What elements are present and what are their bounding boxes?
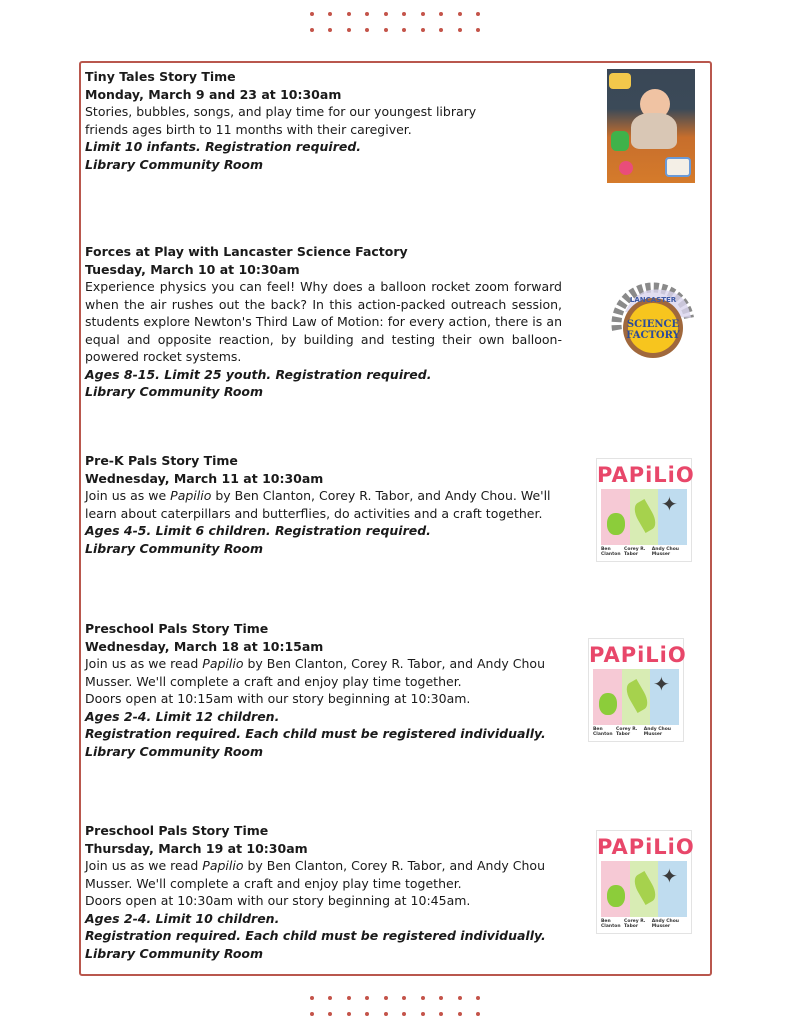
papilio-book-cover (596, 458, 695, 562)
event-location: Library Community Room (85, 540, 264, 556)
book-author: Ben Clanton (601, 919, 621, 929)
event-door-times: Doors open at 10:15am with our story beginning at 10:30am. (85, 691, 471, 706)
event-title: Preschool Pals Story Time (85, 823, 269, 838)
butterfly-icon: ✦ (661, 492, 678, 516)
event-location: Library Community Room (85, 743, 264, 759)
event-description (85, 487, 555, 522)
event-description: Experience physics you can feel! Why does a balloon rocket zoom forward when the air rushes out the back? In this action-packed outreach session, students explore Newton's Third Law of Motion: for every action, there is an equal and opposite reaction, by building and testing their own balloon-powered rocket systems. (85, 279, 562, 364)
event-date: Monday, March 9 and 23 at 10:30am (85, 86, 342, 102)
event-registration-note: Registration required. Each child must be registered individually. (85, 928, 546, 943)
book-author: Ben Clanton (593, 727, 613, 737)
description-text: Join us as we (85, 488, 171, 503)
book-title: Papilio (202, 656, 244, 671)
book-title: Papilio (170, 488, 212, 503)
event-location: Library Community Room (85, 384, 264, 399)
event-date: Tuesday, March 10 at 10:30am (85, 261, 300, 277)
description-text: by Ben Clanton, Corey R. Tabor, and Andy Chou Musser. We'll complete a craft and enjoy play time together. (85, 656, 545, 689)
book-author: Corey R. Tabor (616, 727, 638, 737)
book-cover-title: PAPiLiO (597, 835, 695, 859)
book-author: Ben Clanton (601, 547, 621, 557)
book-author: Andy Chou Musser (643, 727, 671, 737)
event-description (85, 857, 555, 892)
caterpillar-icon (607, 885, 625, 907)
event-date: Wednesday, March 18 at 10:15am (85, 638, 324, 654)
event-description-line: Stories, bubbles, songs, and play time for our youngest library (85, 104, 477, 119)
butterfly-icon: ✦ (653, 672, 670, 696)
logo-line2: FACTORY (626, 330, 680, 341)
book-cover-title: PAPiLiO (597, 463, 695, 487)
event-registration-note: Limit 10 infants. Registration required. (85, 139, 362, 154)
caterpillar-icon (599, 693, 617, 715)
event-description-line: friends ages birth to 11 months with their caregiver. (85, 121, 412, 137)
event-tiny-tales (85, 68, 580, 173)
event-registration-note: Ages 8-15. Limit 25 youth. Registration required. (85, 366, 432, 382)
event-location: Library Community Room (85, 156, 264, 172)
event-door-times: Doors open at 10:30am with our story beginning at 10:45am. (85, 893, 471, 908)
event-preschool-pals-18 (85, 620, 555, 760)
event-registration-note: Registration required. Each child must be registered individually. (85, 726, 546, 741)
description-text: Join us as we read (85, 656, 203, 671)
event-pre-k-pals (85, 452, 555, 557)
event-title: Pre-K Pals Story Time (85, 453, 238, 468)
top-dot-divider (310, 6, 480, 38)
event-title: Preschool Pals Story Time (85, 621, 269, 636)
event-date: Thursday, March 19 at 10:30am (85, 840, 308, 856)
event-description (85, 103, 580, 138)
bottom-dot-divider (310, 990, 480, 1022)
event-location: Library Community Room (85, 945, 264, 961)
event-registration-note: Ages 4-5. Limit 6 children. Registration required. (85, 523, 431, 538)
book-cover-title: PAPiLiO (589, 643, 687, 667)
book-author: Andy Chou Musser (651, 919, 679, 929)
event-age-limit: Ages 2-4. Limit 12 children. (85, 708, 280, 724)
description-text: by Ben Clanton, Corey R. Tabor, and Andy Chou. We'll learn about caterpillars and butterflies, do activities and a craft together. (85, 488, 551, 521)
book-title: Papilio (202, 858, 244, 873)
logo-arc-text: LANCASTER (629, 296, 677, 304)
event-preschool-pals-19 (85, 822, 555, 962)
papilio-book-cover (596, 830, 695, 934)
event-date: Wednesday, March 11 at 10:30am (85, 470, 324, 486)
event-description (85, 655, 555, 690)
event-title: Tiny Tales Story Time (85, 69, 236, 84)
butterfly-icon: ✦ (661, 864, 678, 888)
book-author: Corey R. Tabor (624, 919, 646, 929)
lancaster-science-factory-logo (607, 278, 699, 370)
event-title: Forces at Play with Lancaster Science Factory (85, 244, 408, 259)
book-author: Andy Chou Musser (651, 547, 679, 557)
baby-photo (607, 69, 695, 183)
papilio-book-cover (588, 638, 687, 742)
event-age-limit: Ages 2-4. Limit 10 children. (85, 910, 280, 926)
book-author: Corey R. Tabor (624, 547, 646, 557)
event-forces-at-play (85, 243, 562, 401)
caterpillar-icon (607, 513, 625, 535)
description-text: Join us as we read (85, 858, 203, 873)
logo-line1: SCIENCE (626, 319, 680, 330)
description-text: by Ben Clanton, Corey R. Tabor, and Andy Chou Musser. We'll complete a craft and enjoy play time together. (85, 858, 545, 891)
